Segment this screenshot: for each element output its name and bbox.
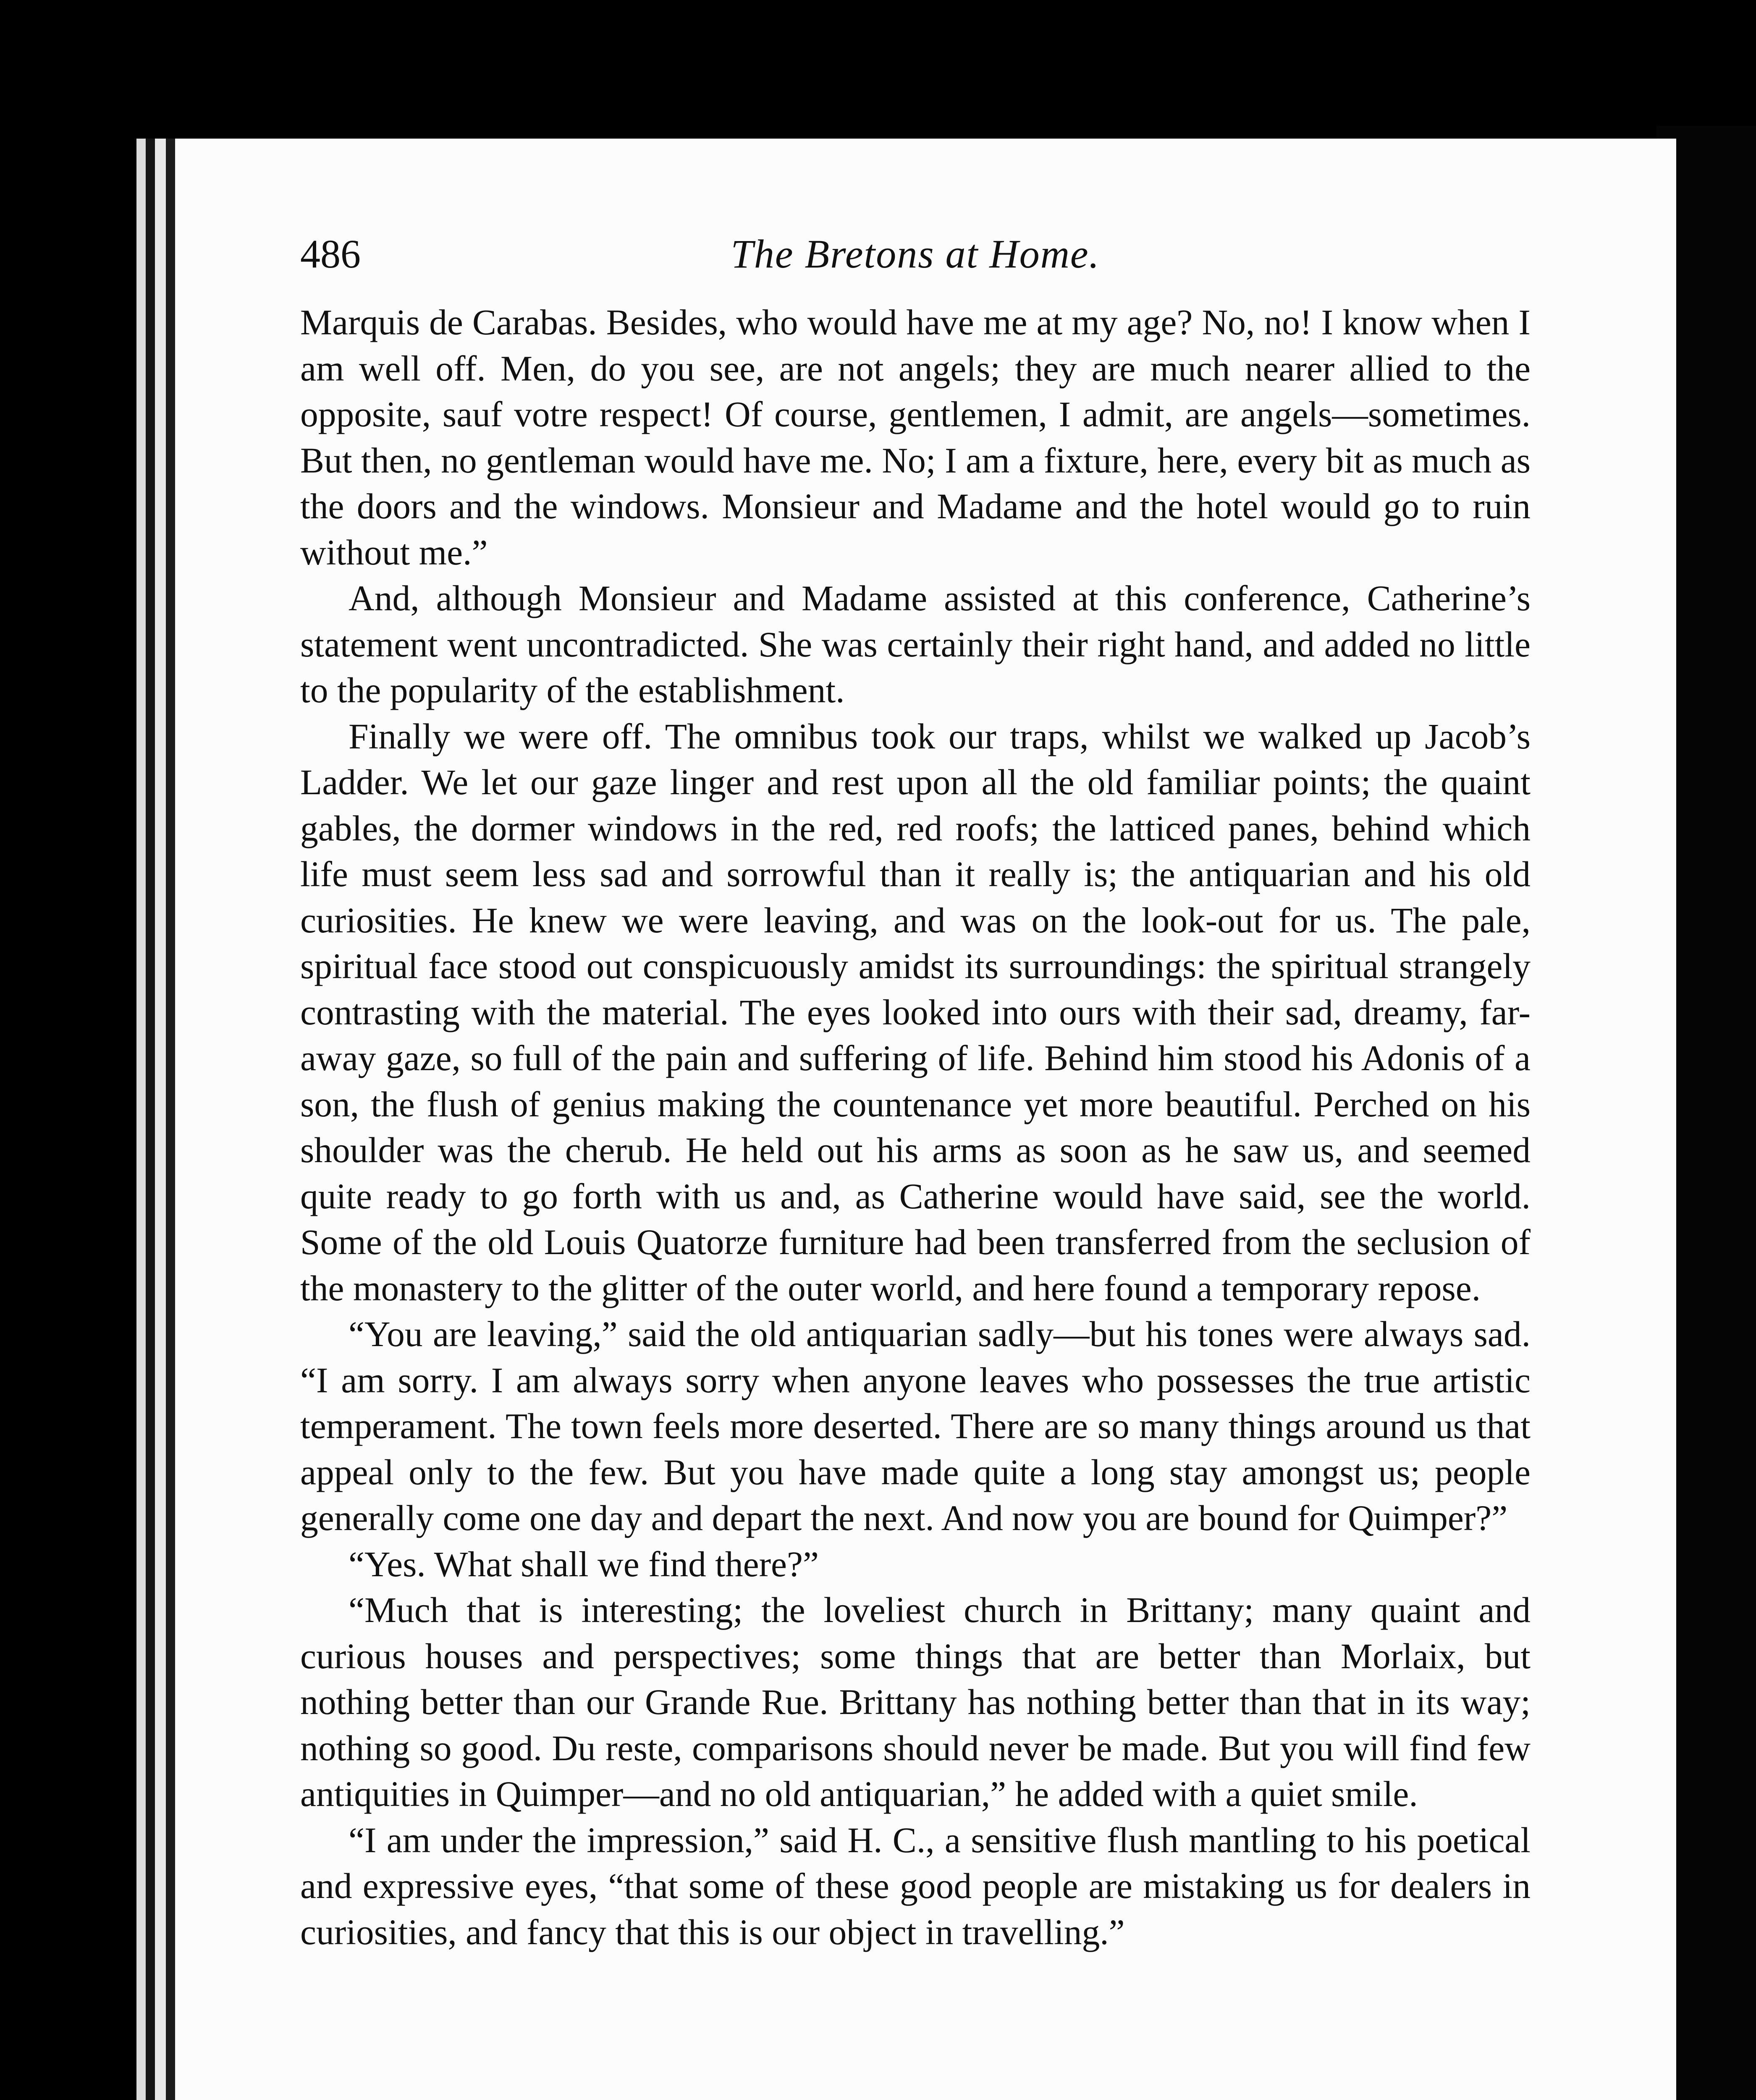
paragraph: “You are leaving,” said the old antiquarian sadly—but his tones were always sad. “I am sorry. I am always sorry when anyone leaves who possesses the true artistic temperament. The town feels more deserted. There are so many things around us that appeal only to the few. But you have made quite a long stay amongst us; people generally come one day and depart the next. And now you are bound for Quimper?” [300,1315,1531,1538]
paragraph: Finally we were off. The omnibus took our traps, whilst we walked up Jacob’s Ladder. We let our gaze linger and rest upon all the old familiar points; the quaint gables, the dormer windows in the red, red roofs; the latticed panes, behind which life must seem less sad and sorrowful than it really is; the antiquarian and his old curiosities. He knew we were leaving, and was on the look-out for us. The pale, spiritual face stood out conspicuously amidst its surroundings: the spiritual strangely contrasting with the material. The eyes looked into ours with their sad, dreamy, far-away gaze, so full of the pain and suffering of life. Behind him stood his Adonis of a son, the flush of genius making the countenance yet more beautiful. Perched on his shoulder was the cherub. He held out his arms as soon as he saw us, and seemed quite ready to go forth with us and, as Catherine would have said, see the world. Some of the old Louis Quatorze furniture had been transferred from the seclusion of the monastery to the glitter of the outer world, and here found a temporary repose. [300,717,1531,1308]
page-text-block [300,223,1531,1956]
paragraph: “Much that is interesting; the loveliest church in Brittany; many quaint and curious houses and perspectives; some things that are better than Morlaix, but nothing better than our Grande Rue. Brittany has nothing better than that in its way; nothing so good. Du reste, comparisons should never be made. But you will find few antiquities in Quimper—and no old antiquarian,” he added with a quiet smile. [300,1591,1531,1814]
paragraph: “I am under the impression,” said H. C., a sensitive flush mantling to his poetical and expressive eyes, “that some of these good people are mistaking us for dealers in curiosities, and fancy that this is our object in travelling.” [300,1820,1531,1952]
running-head: The Bretons at Home. [731,231,1100,276]
paragraph: “Yes. What shall we find there?” [349,1544,819,1584]
page-number: 486 [300,231,361,276]
page-header [300,223,1531,286]
paragraph: Marquis de Carabas. Besides, who would have me at my age? No, no! I know when I am well off. Men, do you see, are not angels; they are much nearer allied to the opposite, sauf votre respect! Of course, gentlemen, I admit, are angels—sometimes. But then, no gentleman would have me. No; I am a fixture, here, every bit as much as the doors and the windows. Monsieur and Madame and the hotel would go to ruin without me.” [300,303,1531,572]
paragraph: And, although Monsieur and Madame assisted at this conference, Catherine’s statement went uncontradicted. She was certainly their right hand, and added no little to the popularity of the establishment. [300,579,1531,710]
body-text [300,300,1531,1956]
